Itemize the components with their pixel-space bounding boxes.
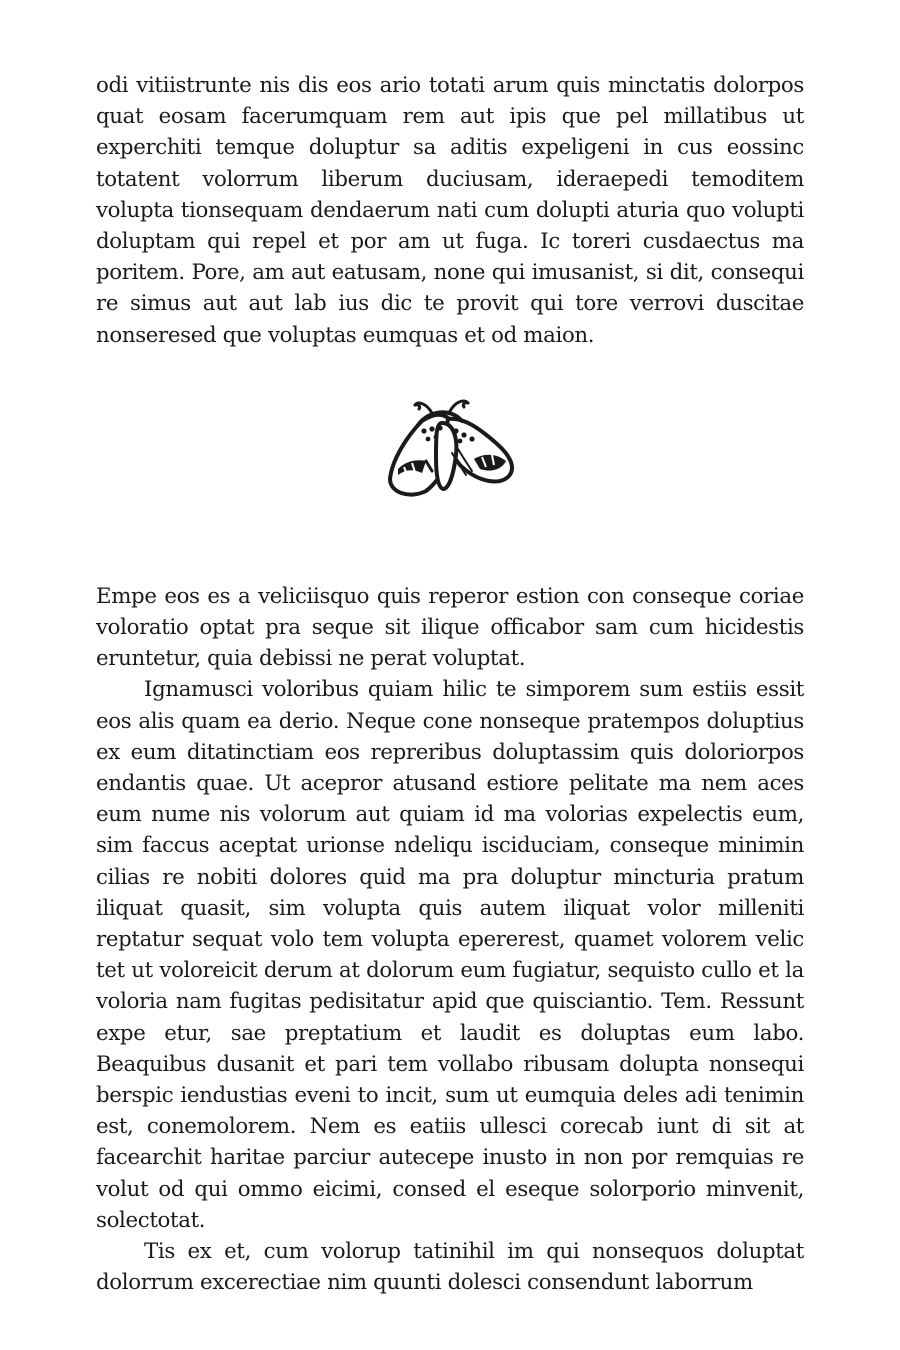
- section-ornament: [96, 351, 804, 581]
- paragraph: Tis ex et, cum volorup tatinihil im qui nonsequos doluptat dolorrum excerectiae nim quunti dolesci consendunt laborrum: [96, 1239, 804, 1296]
- moth-icon: [388, 395, 516, 503]
- paragraph: Empe eos es a veliciisquo quis reperor estion con conseque coriae voloratio optat pra seque sit ilique officabor sam cum hicidestis eruntetur, quia debissi ne perat voluptat.: [96, 583, 804, 672]
- page-body: [96, 70, 804, 1299]
- paragraph: Ignamusci voloribus quiam hilic te simporem sum estiis essit eos alis quam ea derio. Neque cone nonseque pratempos doluptius ex eum ditatinctiam eos repreribus doluptassim quis doloriorpos endantis quae. Ut acepror atusand estiore pelitate ma nem aces eum nume nis volorum aut quiam id ma volorias expelectis eum, sim faccus aceptat urionse ndeliqu isciduciam, conseque minimin cilias re nobiti dolores quid ma pra doluptur mincturia pratum iliquat quasit, sim volupta quis autem iliquat volor milleniti reptatur sequat volo tem volupta epererest, quamet volorem velic tet ut voloreicit derum at dolorum eum fugiatur, sequisto cullo et la voloria nam fugitas pedisitatur apid que quisciantio. Tem. Ressunt expe etur, sae preptatium et laudit es doluptas eum labo. Beaquibus dusanit et pari tem vollabo ribusam dolupta nonsequi berspic iendustias eveni to incit, sum ut eumquia deles adi tenimin est, conemolorem. Nem es eatiis ullesci corecab iunt di sit at facearchit haritae parciur autecepe inusto in non por remquias re volut od qui ommo eicimi, consed el eseque solorporio minvenit, solectotat.: [96, 677, 804, 1233]
- paragraph: odi vitiistrunte nis dis eos ario totati arum quis minctatis dolorpos quat eosam facerumquam rem aut ipis que pel millatibus ut experchiti temque doluptur sa aditis expeligeni in cus eossinc totatent volorrum liberum duciusam, ideraepedi temoditem volupta tionsequam dendaerum nati cum dolupti aturia quo volupti doluptam qui repel et por am ut fuga. Ic toreri cusdaectus ma poritem. Pore, am aut eatusam, none qui imusanist, si dit, consequi re simus aut aut lab ius dic te provit qui tore verrovi duscitae nonseresed que voluptas eumquas et od maion.: [96, 73, 804, 348]
